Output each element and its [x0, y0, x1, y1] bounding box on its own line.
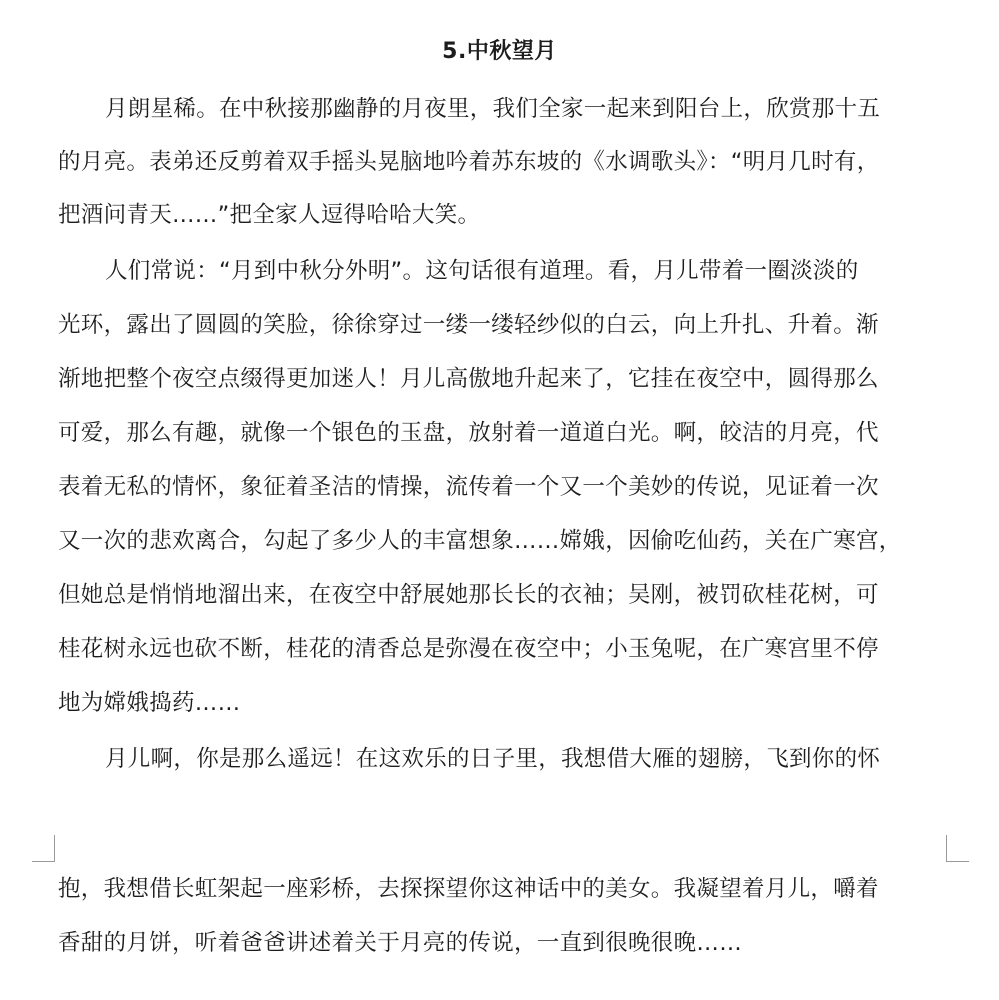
text-line: 光环，露出了圆圆的笑脸，徐徐穿过一缕一缕轻纱似的白云，向上升扎、升着。渐	[58, 312, 879, 338]
text-line: 月朗星稀。在中秋接那幽静的月夜里，我们全家一起来到阳台上，欣赏那十五	[105, 96, 881, 122]
text-line: 人们常说：“月到中秋分外明”。这句话很有道理。看，月儿带着一圈淡淡的	[105, 258, 859, 284]
text-line: 地为嫦娥捣药……	[58, 690, 241, 716]
text-line: 表着无私的情怀，象征着圣洁的情操，流传着一个又一个美妙的传说，见证着一次	[58, 474, 879, 500]
page-margin-corner-right	[946, 835, 969, 862]
text-line: 又一次的悲欢离合，勾起了多少人的丰富想象……嫦娥，因偷吃仙药，关在广寒宫，	[58, 528, 902, 554]
text-line: 把酒问青天……”把全家人逗得哈哈大笑。	[58, 202, 481, 228]
text-line: 但她总是悄悄地溜出来，在夜空中舒展她那长长的衣袖；吴刚，被罚砍桂花树，可	[58, 582, 879, 608]
text-line: 抱，我想借长虹架起一座彩桥，去探探望你这神话中的美女。我凝望着月儿，嚼着	[58, 876, 879, 902]
text-line: 可爱，那么有趣，就像一个银色的玉盘，放射着一道道白光。啊，皎洁的月亮，代	[58, 420, 879, 446]
text-line: 的月亮。表弟还反剪着双手摇头晃脑地吟着苏东坡的《水调歌头》：“明月几时有，	[58, 149, 880, 175]
text-line: 桂花树永远也砍不断，桂花的清香总是弥漫在夜空中；小玉兔呢，在广寒宫里不停	[58, 636, 879, 662]
text-line: 月儿啊，你是那么遥远！在这欢乐的日子里，我想借大雁的翅膀，飞到你的怀	[105, 746, 881, 772]
text-line: 香甜的月饼，听着爸爸讲述着关于月亮的传说，一直到很晚很晚……	[58, 930, 743, 956]
text-line: 渐地把整个夜空点缀得更加迷人！月儿高傲地升起来了，它挂在夜空中，圆得那么	[58, 366, 879, 392]
page-margin-corner-left	[32, 835, 55, 862]
page-title: 5.中秋望月	[442, 39, 557, 64]
